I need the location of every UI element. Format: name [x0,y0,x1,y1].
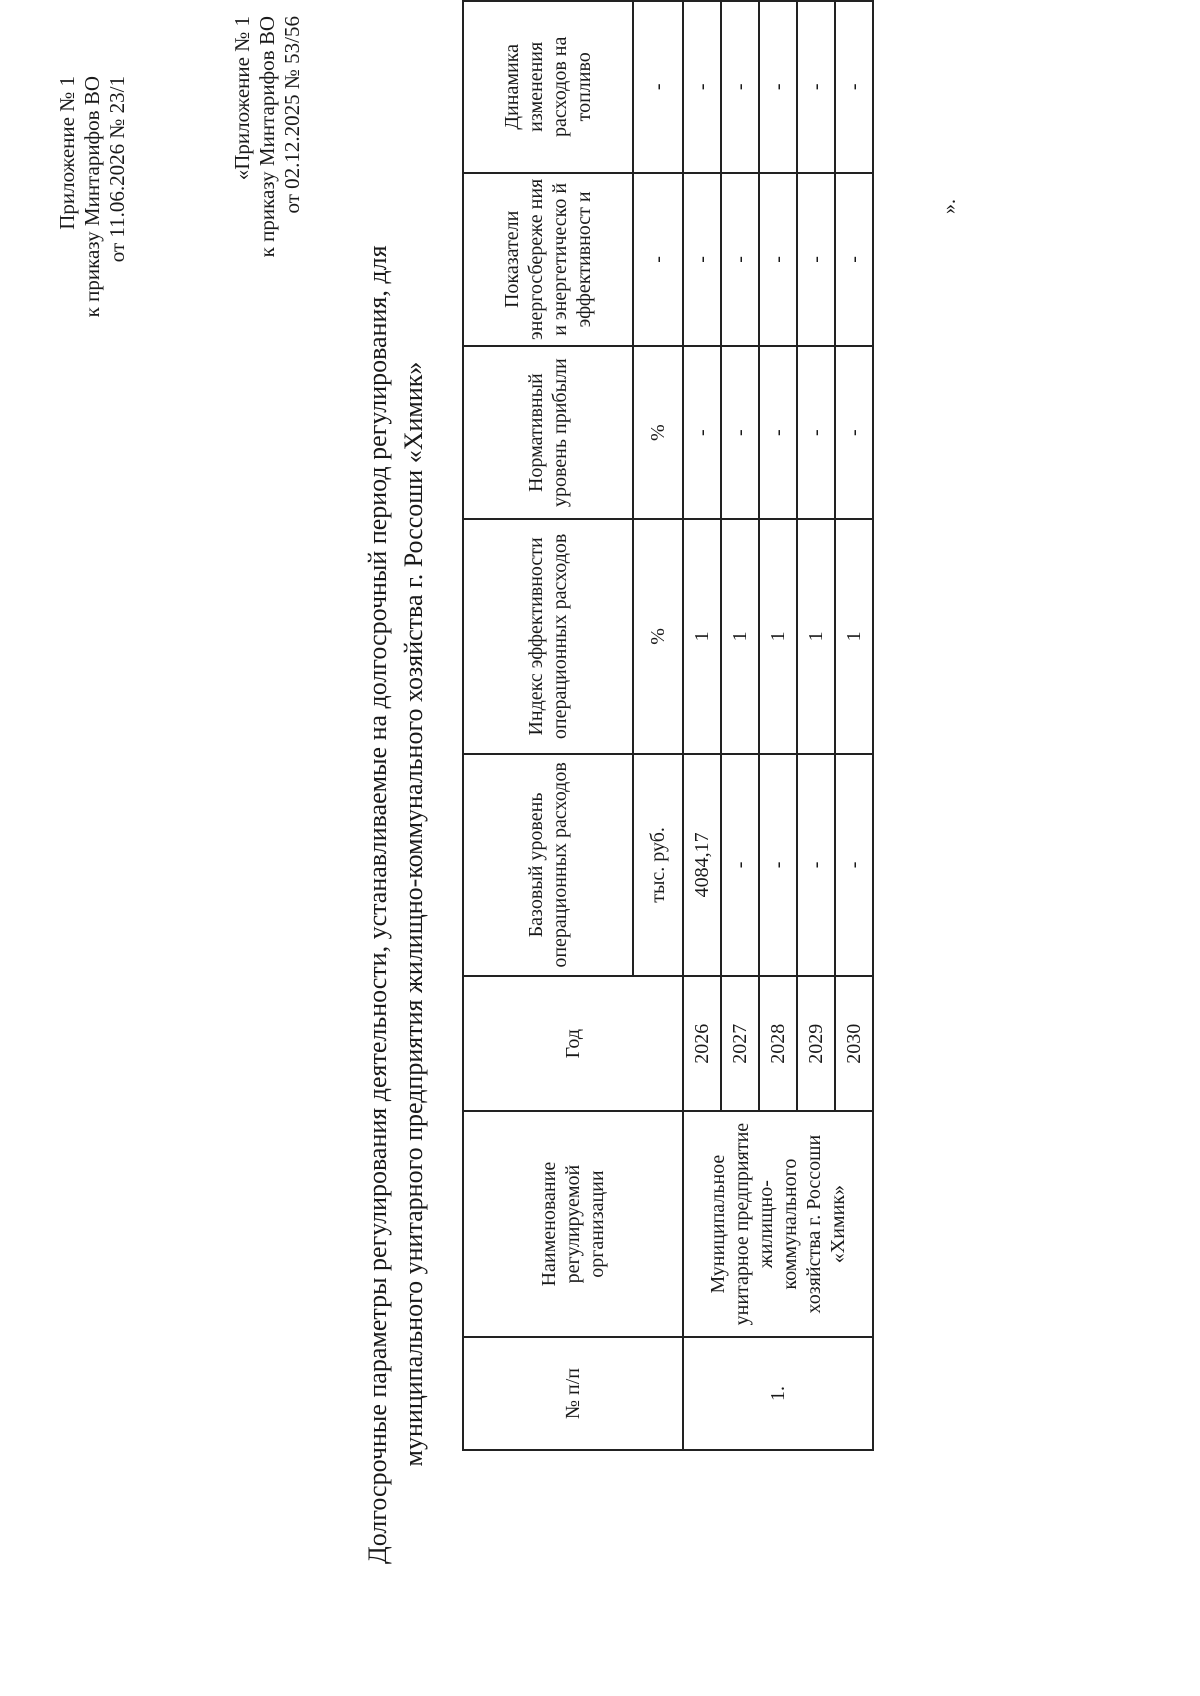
cell-year: 2030 [835,976,873,1111]
cell-base: - [759,754,797,977]
cell-energy: - [759,173,797,346]
cell-year: 2027 [721,976,759,1111]
cell-profit: - [835,346,873,519]
cell-fuel: - [721,1,759,173]
unit-base: тыс. руб. [633,754,683,977]
cell-index: 1 [683,519,721,753]
appendix-header-current [55,76,130,376]
cell-base: - [797,754,835,977]
col-header-base: Базовый уровень операционных расходов [463,754,633,977]
appendix-header-previous [230,16,305,316]
unit-energy: - [633,173,683,346]
unit-fuel: - [633,1,683,173]
org-number: 1. [683,1337,873,1450]
table-row [683,1,721,1450]
appendix-header-line: «Приложение № 1 [230,16,254,181]
col-header-energy: Показатели энергосбереже ния и энергетическо й эффективност и [463,173,633,346]
cell-profit: - [721,346,759,519]
closing-quote-mark: ». [938,199,960,214]
cell-base: - [835,754,873,977]
cell-fuel: - [683,1,721,173]
cell-profit: - [683,346,721,519]
cell-fuel: - [797,1,835,173]
cell-year: 2029 [797,976,835,1111]
unit-index: % [633,519,683,753]
cell-energy: - [797,173,835,346]
cell-index: 1 [721,519,759,753]
col-header-index: Индекс эффективности операционных расходов [463,519,633,753]
cell-energy: - [721,173,759,346]
cell-fuel: - [835,1,873,173]
cell-year: 2028 [759,976,797,1111]
cell-year: 2026 [683,976,721,1111]
appendix-header-line: к приказу Минтарифов ВО [255,16,279,258]
cell-profit: - [759,346,797,519]
cell-profit: - [797,346,835,519]
col-header-num: № п/п [463,1337,683,1450]
cell-energy: - [683,173,721,346]
col-header-year: Год [463,976,683,1111]
title-line: Долгосрочные параметры регулирования деятельности, устанавливаемые на долгосрочный период регулирования, для [363,245,392,1564]
col-header-profit: Нормативный уровень прибыли [463,346,633,519]
cell-fuel: - [759,1,797,173]
table-header-row [463,1,633,1450]
cell-base: 4084,17 [683,754,721,977]
appendix-header-line: к приказу Минтарифов ВО [80,76,104,318]
org-name: Муниципальное унитарное предприятие жилищно-коммунального хозяйства г. Россоши «Химик» [683,1111,873,1337]
col-header-org: Наименование регулируемой организации [463,1111,683,1337]
cell-energy: - [835,173,873,346]
appendix-header-line: от 02.12.2025 № 53/56 [280,16,304,214]
parameters-table [462,0,874,1451]
title-line: муниципального унитарного предприятия жилищно-коммунального хозяйства г. Россоши «Химик» [399,361,428,1467]
cell-index: 1 [835,519,873,753]
appendix-header-line: от 11.06.2026 № 23/1 [105,76,129,263]
cell-base: - [721,754,759,977]
appendix-header-line: Приложение № 1 [55,76,79,230]
document-title [360,245,432,1564]
col-header-fuel: Динамика изменения расходов на топливо [463,1,633,173]
unit-profit: % [633,346,683,519]
cell-index: 1 [797,519,835,753]
cell-index: 1 [759,519,797,753]
